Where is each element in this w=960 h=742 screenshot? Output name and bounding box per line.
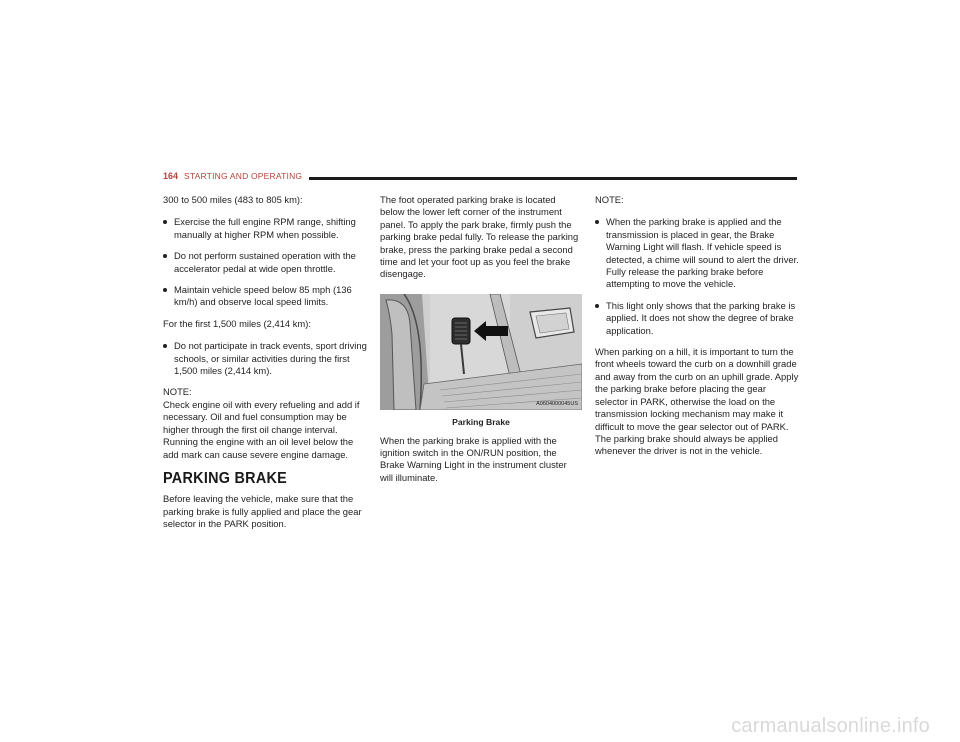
list-item: [595, 216, 800, 290]
list-item: [163, 216, 368, 241]
paragraph-hill-parking: When parking on a hill, it is important to turn the front wheels toward the curb on a downhill grade and away from the curb on an uphill grade. Apply the parking brake before placing the gear selector in PARK, otherwise the load on the transmission locking mechanism may make it difficult to move the gear selector out of PARK. The parking brake should always be applied whenever the driver is not in the vehicle.: [595, 346, 799, 457]
section-heading-parking-brake: PARKING BRAKE: [163, 469, 288, 487]
list-item-text: When the parking brake is applied and the transmission is placed in gear, the Brake Warning Light will flash. If vehicle speed is detected, a chime will sound to alert the driver. Fully release the parking brake before attempting to move the vehicle.: [606, 216, 799, 290]
paragraph-foot-brake: The foot operated parking brake is located below the lower left corner of the instrument panel. To apply the park brake, firmly push the parking brake pedal fully. To release the parking brake, press the parking brake pedal a second time and let your foot up as you feel the brake disengage.: [380, 194, 579, 280]
note-label: NOTE:: [163, 386, 192, 398]
list-item-text: Do not participate in track events, sport driving schools, or similar activities during the first 1,500 miles (2,414 km).: [174, 340, 367, 377]
column-right: [595, 194, 800, 467]
bullet-icon: [163, 254, 167, 258]
list-item: [163, 340, 368, 377]
parking-brake-illustration: [380, 294, 582, 410]
list-item: [163, 284, 368, 309]
note-text: Check engine oil with every refueling and add if necessary. Oil and fuel consumption may be higher through the first oil change interval. Running the engine with an oil level below the add mark can cause severe engine damage.: [163, 398, 360, 460]
bullet-icon: [163, 288, 167, 292]
paragraph-warning-light: When the parking brake is applied with the ignition switch in the ON/RUN position, the Brake Warning Light in the instrument cluster will illuminate.: [380, 434, 567, 483]
bullet-icon: [163, 220, 167, 224]
column-left: [163, 194, 368, 540]
column-middle: [380, 194, 582, 493]
figure-code: A0604000045US: [536, 400, 578, 407]
list-item: [595, 300, 800, 337]
note-label: NOTE:: [595, 194, 624, 205]
list-item-text: Maintain vehicle speed below 85 mph (136 km/h) and observe local speed limits.: [174, 284, 352, 308]
figure-caption: Parking Brake: [452, 417, 510, 428]
list-item-text: Do not perform sustained operation with the accelerator pedal at wide open throttle.: [174, 250, 356, 274]
list-item-text: This light only shows that the parking brake is applied. It does not show the degree of brake application.: [606, 299, 796, 336]
bullet-list-note: [595, 216, 800, 337]
bullet-icon: [595, 304, 599, 308]
list-item-text: Exercise the full engine RPM range, shifting manually at higher RPM when possible.: [174, 216, 356, 240]
bullet-list-first-1500: [163, 340, 368, 377]
bullet-list-break-in: [163, 216, 368, 308]
header-rule: [309, 177, 797, 180]
footer-watermark: carmanualsonline.info: [731, 715, 930, 737]
page-header: [163, 171, 797, 185]
section-title: STARTING AND OPERATING: [184, 171, 303, 181]
paragraph-parking-brake-intro: Before leaving the vehicle, make sure that the parking brake is fully applied and place the gear selector in the PARK position.: [163, 493, 362, 530]
bullet-icon: [595, 220, 599, 224]
subheading-break-in-300-500: 300 to 500 miles (483 to 805 km):: [163, 194, 303, 205]
subheading-first-1500: For the first 1,500 miles (2,414 km):: [163, 317, 311, 329]
page-number: 164: [163, 171, 179, 181]
list-item: [163, 250, 368, 275]
bullet-icon: [163, 344, 167, 348]
